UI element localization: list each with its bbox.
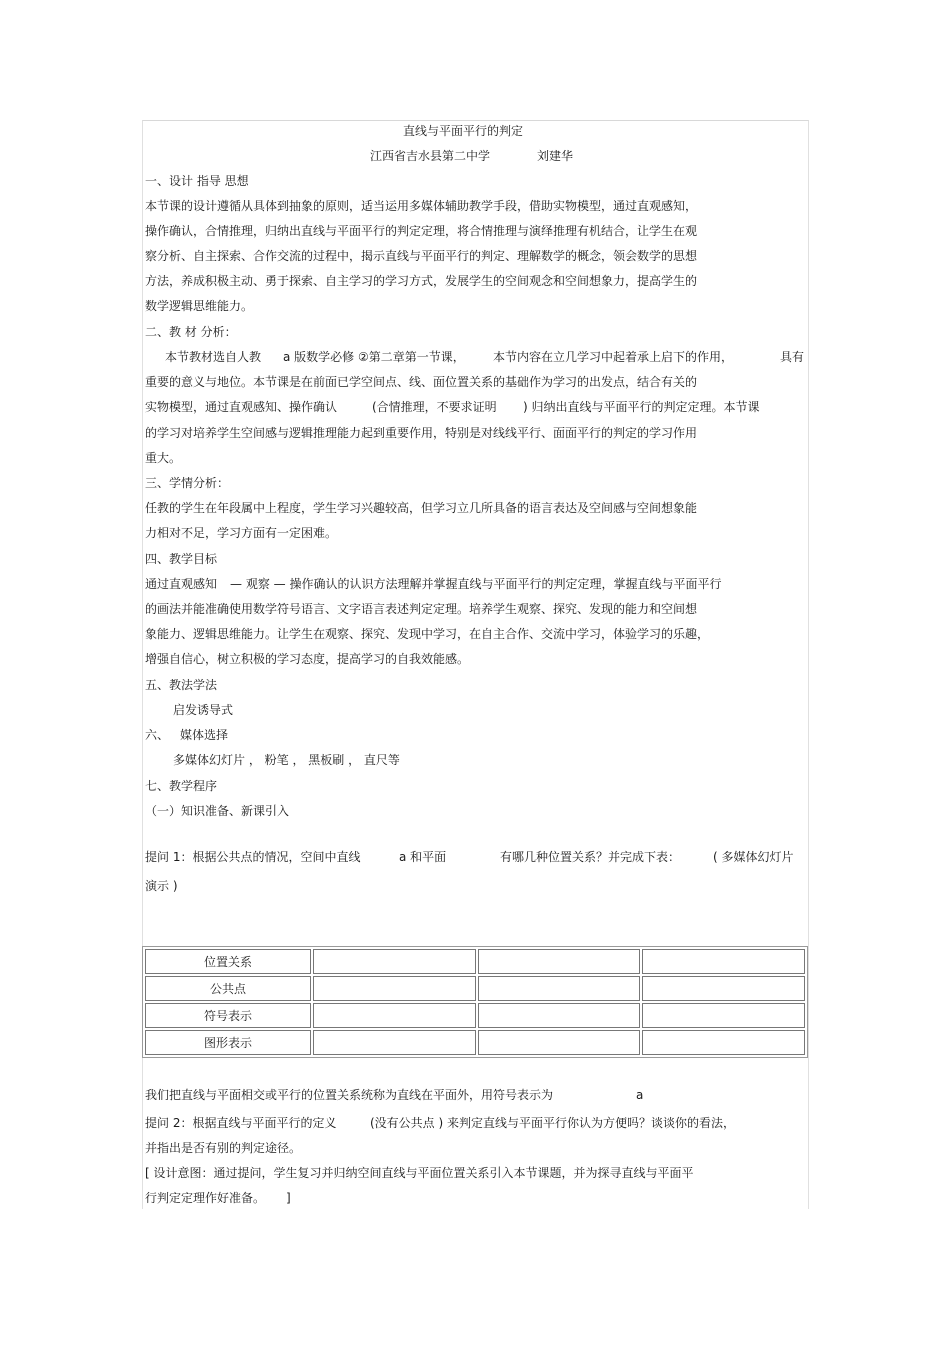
table-cell (642, 1030, 805, 1055)
paragraph-line: 增强自信心，树立积极的学习态度，提高学习的自我效能感。 (145, 652, 470, 666)
paragraph-line: 察分析、自主探索、合作交流的过程中，揭示直线与平面平行的判定、理解数学的概念，领会数学的思想 (145, 249, 698, 263)
question-line: a 和平面 (399, 850, 447, 864)
section-heading-students: 三、学情分析： (145, 476, 230, 490)
design-intent-line: ] (286, 1191, 291, 1205)
table-cell (313, 949, 476, 974)
paragraph-line: 本节内容在立几学习中起着承上启下的作用， (493, 350, 734, 364)
question-line: ( 多媒体幻灯片 (713, 850, 794, 864)
paragraph-line: 实物模型，通过直观感知、操作确认 (145, 400, 338, 414)
position-relation-table (142, 946, 808, 1058)
section-heading-media: 媒体选择 (180, 728, 229, 742)
page-title: 直线与平面平行的判定 (403, 124, 524, 138)
question-line: (没有公共点 ) 来判定直线与平面平行你认为方便吗？谈谈你的看法， (370, 1116, 735, 1130)
paragraph-line: 任教的学生在年段属中上程度，学生学习兴趣较高，但学习立几所具备的语言表达及空间感与空间想象能 (145, 501, 698, 515)
table-row (145, 1003, 805, 1028)
question-line: 提问 1：根据公共点的情况，空间中直线 (145, 850, 361, 864)
paragraph-line: — 观察 — 操作确认的认识方法理解并掌握直线与平面平行的判定定理，掌握直线与平面平行 (230, 577, 722, 591)
paragraph-line: ) 归纳出直线与平面平行的判定定理。本节课 (523, 400, 760, 414)
paragraph-line: 通过直观感知 (145, 577, 218, 591)
section-heading-procedure: 七、教学程序 (145, 779, 218, 793)
table-row-header: 公共点 (145, 976, 311, 1001)
question-line: 并指出是否有别的判定途径。 (145, 1141, 302, 1155)
section-heading-goals: 四、教学目标 (145, 552, 218, 566)
question-line: 有哪几种位置关系？并完成下表： (500, 850, 681, 864)
table-cell (478, 976, 641, 1001)
table-cell (313, 1003, 476, 1028)
paragraph-line: a (636, 1088, 644, 1102)
table-cell (642, 949, 805, 974)
table-cell (313, 976, 476, 1001)
school-name: 江西省吉水县第二中学 (370, 149, 491, 163)
table-row (145, 949, 805, 974)
paragraph-line: 启发诱导式 (173, 703, 234, 717)
table-row-header: 位置关系 (145, 949, 311, 974)
subsection-heading: （一）知识准备、新课引入 (145, 804, 290, 818)
paragraph-line: 操作确认，合情推理，归纳出直线与平面平行的判定定理，将合情推理与演绎推理有机结合，让学生在观 (145, 224, 698, 238)
paragraph-line: 数学逻辑思维能力。 (145, 299, 254, 313)
paragraph-line: 象能力、逻辑思维能力。让学生在观察、探究、发现中学习，在自主合作、交流中学习，体验学习的乐趣， (145, 627, 710, 641)
table-cell (642, 1003, 805, 1028)
section-heading-methods: 五、教法学法 (145, 678, 218, 692)
paragraph-line: 重大。 (145, 451, 182, 465)
table-cell (478, 1030, 641, 1055)
paragraph-line: 的画法并能准确使用数学符号语言、文字语言表述判定定理。培养学生观察、探究、发现的能力和空间想 (145, 602, 698, 616)
paragraph-line: 方法，养成积极主动、勇于探索、自主学习的学习方式，发展学生的空间观念和空间想象力，提高学生的 (145, 274, 698, 288)
paragraph-line: a 版数学必修 ②第二章第一节课， (283, 350, 465, 364)
paragraph-line: 我们把直线与平面相交或平行的位置关系统称为直线在平面外，用符号表示为 (145, 1088, 554, 1102)
paragraph-line: 本节课的设计遵循从具体到抽象的原则，适当运用多媒体辅助教学手段，借助实物模型，通过直观感知， (145, 199, 698, 213)
paragraph-line: 本节教材选自人教 (165, 350, 262, 364)
design-intent-line: 行判定定理作好准备。 (145, 1191, 266, 1205)
table-row (145, 976, 805, 1001)
table-cell (478, 949, 641, 974)
paragraph-line: 多媒体幻灯片 ， 粉笔 ， 黑板刷 ， 直尺等 (173, 753, 400, 767)
table-row-header: 图形表示 (145, 1030, 311, 1055)
table-cell (478, 1003, 641, 1028)
author-name: 刘建华 (537, 149, 574, 163)
paragraph-line: 力相对不足，学习方面有一定困难。 (145, 526, 338, 540)
section-heading-media-number: 六、 (145, 728, 170, 742)
paragraph-line: 重要的意义与地位。本节课是在前面已学空间点、线、面位置关系的基础作为学习的出发点，结合有关的 (145, 375, 698, 389)
paragraph-line: 的学习对培养学生空间感与逻辑推理能力起到重要作用，特别是对线线平行、面面平行的判定的学习作用 (145, 426, 698, 440)
section-heading-material: 二、教 材 分析： (145, 325, 237, 339)
paragraph-line: (合情推理，不要求证明 (372, 400, 497, 414)
table-row-header: 符号表示 (145, 1003, 311, 1028)
paragraph-line: 具有 (780, 350, 805, 364)
design-intent-line: [ 设计意图：通过提问，学生复习并归纳空间直线与平面位置关系引入本节课题，并为探寻直线与平面平 (145, 1166, 694, 1180)
table-row (145, 1030, 805, 1055)
question-line: 演示 ) (145, 879, 178, 893)
section-heading-design: 一、设计 指导 思想 (145, 174, 249, 188)
table-cell (642, 976, 805, 1001)
table-cell (313, 1030, 476, 1055)
question-line: 提问 2：根据直线与平面平行的定义 (145, 1116, 337, 1130)
